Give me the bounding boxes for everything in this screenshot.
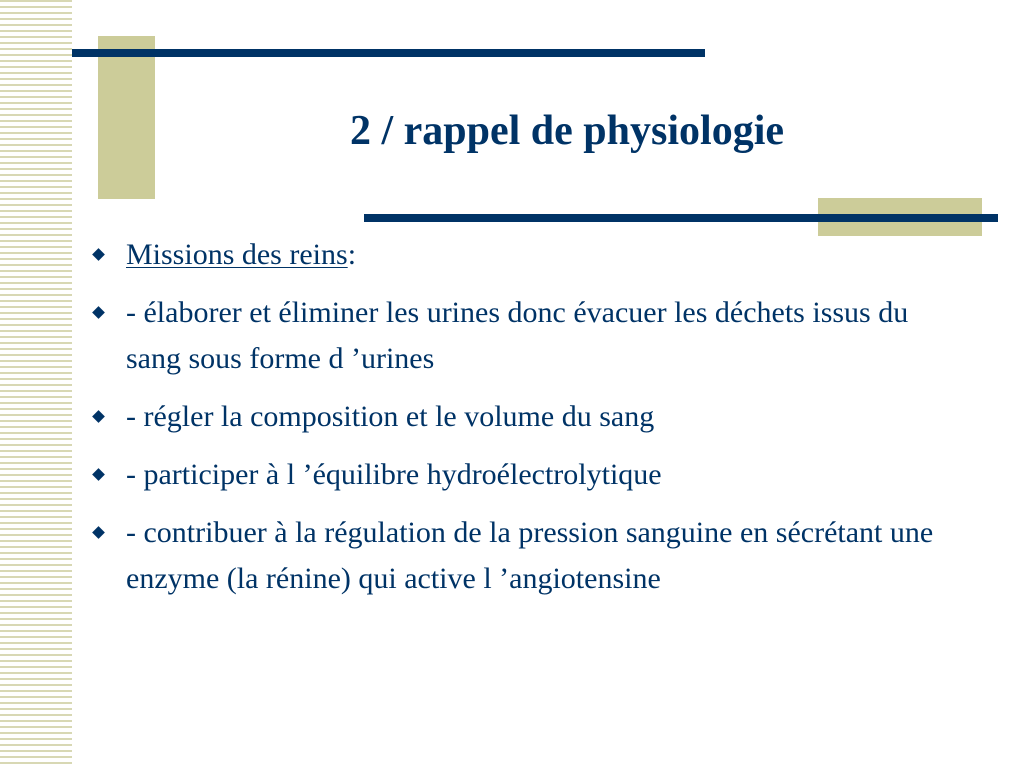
striped-left-border	[0, 0, 72, 768]
diamond-bullet-icon	[92, 248, 105, 261]
slide-title: 2 / rappel de physiologie	[349, 108, 785, 154]
bullet-item-urines	[90, 290, 970, 382]
diamond-bullet-icon	[92, 306, 105, 319]
bullet-list	[90, 232, 970, 614]
decorative-tan-block-left	[98, 36, 155, 199]
title-rule-top	[72, 49, 705, 57]
diamond-bullet-icon	[92, 410, 105, 423]
bullet-item-equilibre	[90, 452, 970, 498]
bullet-text: - participer à l ’équilibre hydroélectrolytique	[126, 458, 662, 491]
bullet-item-composition	[90, 394, 970, 440]
bullet-item-missions	[90, 232, 970, 278]
bullet-text: - régler la composition et le volume du sang	[126, 400, 655, 433]
bullet-heading: Missions des reins	[126, 238, 348, 271]
bullet-text: - élaborer et éliminer les urines donc évacuer les déchets issus du sang sous forme d ’urines	[126, 296, 909, 375]
bullet-item-pression	[90, 510, 970, 602]
bullet-text: - contribuer à la régulation de la pression sanguine en sécrétant une enzyme (la rénine) qui active l ’angiotensine	[126, 516, 934, 595]
diamond-bullet-icon	[92, 468, 105, 481]
diamond-bullet-icon	[92, 526, 105, 539]
bullet-heading-suffix: :	[347, 238, 357, 271]
title-rule-bottom	[364, 214, 998, 222]
